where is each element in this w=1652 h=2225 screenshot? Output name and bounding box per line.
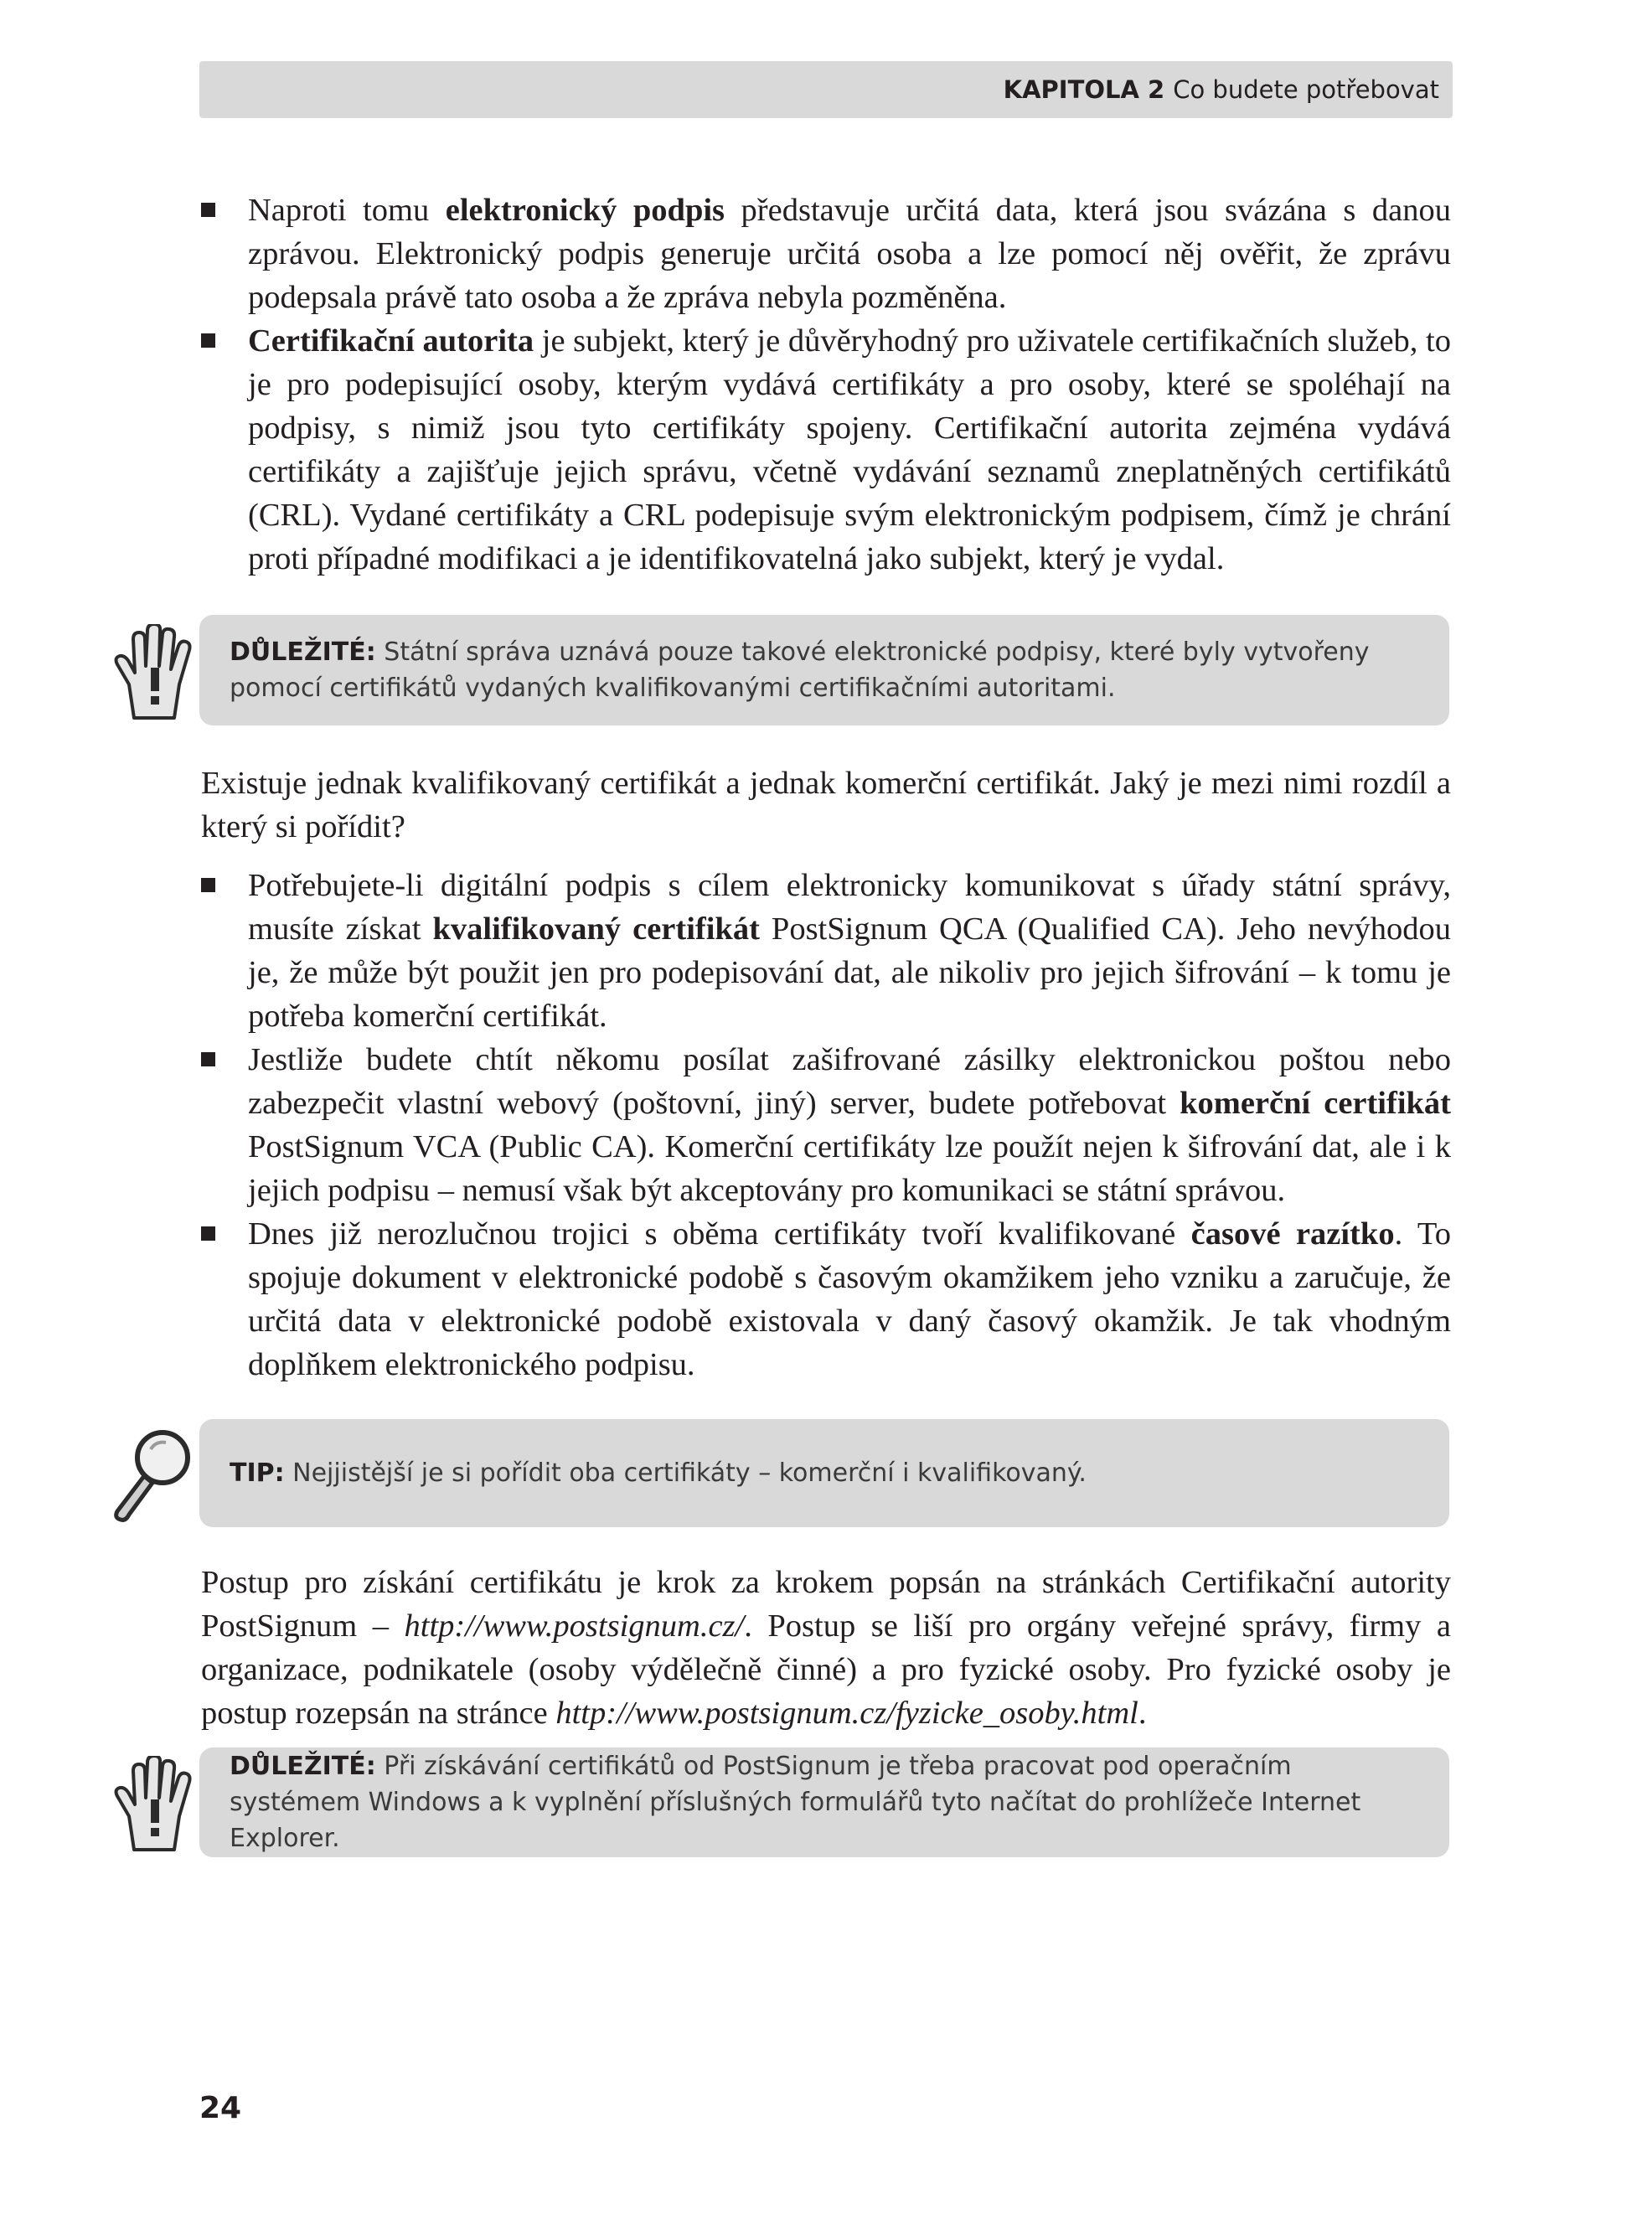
magnifier-icon (107, 1424, 199, 1525)
paragraph: Postup pro získání certifikátu je krok za krokem popsán na stránkách Certifikační autority PostSignum – http://www.postsignum.cz/. Postup se liší pro orgány veřejné správy, firmy a organizace, podnikatele (osoby výdělečně činné) a pro fyzické osoby. Pro fyzické osoby je postup rozepsán na stránce http://www.postsignum.cz/fyzicke_osoby.html. (201, 1565, 1451, 1731)
list-item: Naproti tomu elektronický podpis představuje určitá data, která jsou svázána s danou zprávou. Elektronický podpis generuje určitá osoba a lze pomocí něj ověřit, že zprávu podepsala právě tato osoba a že zpráva nebyla pozměněna. (201, 188, 1451, 319)
certificate-list (201, 864, 1451, 1386)
paragraph: Existuje jednak kvalifikovaný certifikát a jednak komerční certifikát. Jaký je mezi nimi rozdíl a který si pořídit? (201, 766, 1451, 844)
warning-hand-icon (107, 1756, 199, 1856)
link-fyzicke-osoby[interactable]: http://www.postsignum.cz/fyzicke_osoby.html (555, 1696, 1138, 1731)
chapter-label: KAPITOLA 2 (1003, 75, 1165, 104)
tip-text: Nejjistější je si pořídit oba certifikáty – komerční i kvalifikovaný. (284, 1458, 1087, 1488)
note-label: DŮLEŽITÉ: (230, 638, 376, 667)
important-note (199, 615, 1449, 725)
tip-label: TIP: (230, 1458, 285, 1488)
note-label: DŮLEŽITÉ: (230, 1752, 376, 1781)
note-text: Státní správa uznává pouze takové elektronické podpisy, které byly vytvořeny pomocí certifikátů vydaných kvalifikovanými certifikačními autoritami. (230, 638, 1370, 703)
warning-hand-icon (107, 624, 199, 725)
page-number: 24 (199, 2091, 242, 2125)
list-item: Dnes již nerozlučnou trojici s oběma certifikáty tvoří kvalifikované časové razítko. To spojuje dokument v elektronické podobě s časovým okamžikem jeho vzniku a zaručuje, že určitá data v elektronické podobě existovala v daný časový okamžik. Je tak vhodným doplňkem elektronického podpisu. (201, 1212, 1451, 1386)
tip-note (199, 1419, 1449, 1527)
important-note (199, 1747, 1449, 1857)
note-text: Při získávání certifikátů od PostSignum je třeba pracovat pod operačním systémem Windows a k vyplnění příslušných formulářů tyto načítat do prohlížeče Internet Explorer. (230, 1752, 1361, 1853)
chapter-title: Co budete potřebovat (1173, 75, 1439, 104)
link-postsignum[interactable]: http://www.postsignum.cz/ (404, 1608, 745, 1644)
list-item: Jestliže budete chtít někomu posílat zašifrované zásilky elektronickou poštou nebo zabezpečit vlastní webový (poštovní, jiný) server, budete potřebovat komerční certifikát PostSignum VCA (Public CA). Komerční certifikáty lze použít nejen k šifrování dat, ale i k jejich podpisu – nemusí však být akceptovány pro komunikaci se státní správou. (201, 1038, 1451, 1212)
definition-list (201, 188, 1451, 581)
list-item: Potřebujete-li digitální podpis s cílem elektronicky komunikovat s úřady státní správy, musíte získat kvalifikovaný certifikát PostSignum QCA (Qualified CA). Jeho nevýhodou je, že může být použit jen pro podepisování dat, ale nikoliv pro jejich šifrování – k tomu je potřeba komerční certifikát. (201, 864, 1451, 1038)
running-header (199, 61, 1453, 118)
list-item: Certifikační autorita je subjekt, který je důvěryhodný pro uživatele certifikačních služeb, to je pro podepisující osoby, kterým vydává certifikáty a pro osoby, které se spoléhají na podpisy, s nimiž jsou tyto certifikáty spojeny. Certifikační autorita zejména vydává certifikáty a zajišťuje jejich správu, včetně vydávání seznamů zneplatněných certifikátů (CRL). Vydané certifikáty a CRL podepisuje svým elektronickým podpisem, čímž je chrání proti případné modifikaci a je identifikovatelná jako subjekt, který je vydal. (201, 319, 1451, 581)
